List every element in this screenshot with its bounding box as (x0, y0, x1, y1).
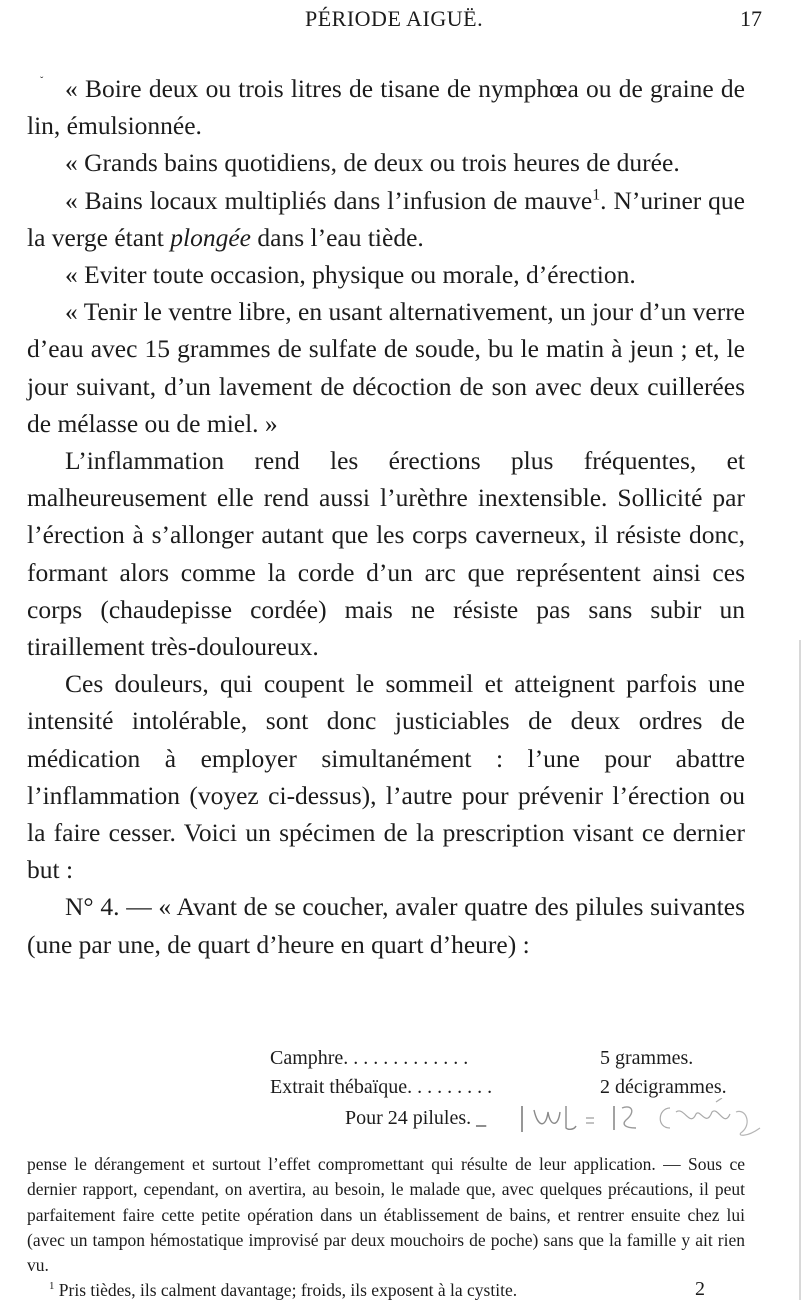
italic-plongee: plongée (170, 222, 251, 252)
main-text (27, 70, 745, 963)
bains-locaux-mid: . N’uriner que la verge étant (27, 185, 745, 252)
recipe-item-qty: 5 grammes. (600, 1047, 694, 1069)
paragraph-bains-locaux (27, 182, 745, 256)
recipe-total: Pour 24 pilules. _ (345, 1107, 487, 1129)
paragraph-prescription: N° 4. — « Avant de se coucher, avaler quatre des pilules suivantes (une par une, de quart d’heure en quart d’heure) : (27, 892, 745, 959)
paragraph-douleurs: Ces douleurs, qui coupent le sommeil et atteignent parfois une intensité intolérable, sont donc justiciables de deux ordres de médication à employer simultanément : l’une pour abattre l’inflammation (voyez ci-dessus), l’autre pour prévenir l’érection ou la faire cesser. Voici un spécimen de la prescription visant ce dernier but : (27, 669, 745, 885)
footnote-1-text: Pris tièdes, ils calment davantage; froids, ils exposent à la cystite. (54, 1280, 518, 1301)
footnote-continuation: pense le dérangement et surtout l’effet compromettant qui résulte de leur application. — Sous ce dernier rapport, cependant, on avertira, au besoin, le malade que, avec quelques précautions, il peut parfaitement faire cette petite opération dans un établissement de bains, et rentrer ensuite chez lui (avec un tampon hémostatique improvisé par deux mouchoirs de poche) sans que la famille y ait rien vu. (27, 1154, 745, 1276)
signature-mark: 2 (695, 1278, 705, 1300)
footnotes (27, 1152, 745, 1304)
recipe-row-camphre (270, 1044, 694, 1073)
paragraph-grands-bains: « Grands bains quotidiens, de deux ou trois heures de durée. (65, 148, 680, 178)
running-title: PÉRIODE AIGUË. (305, 6, 484, 31)
recipe-row-extrait (270, 1073, 727, 1102)
paragraph-ventre-libre: « Tenir le ventre libre, en usant alternativement, un jour d’un verre d’eau avec 15 grammes de sulfate de soude, bu le matin à jeun ; et, le jour suivant, d’un lavement de décoction de son avec deux cuillerées de mélasse ou de miel. » (27, 297, 745, 438)
recipe-item-qty: 2 décigrammes. (600, 1076, 727, 1098)
running-head (0, 6, 801, 36)
page-number: 17 (740, 6, 762, 31)
handwritten-annotation (520, 1098, 800, 1138)
footnote-1-marker: 1 (49, 1280, 55, 1293)
recipe-item-label: Camphre. . . . . . . . . . . . . (270, 1047, 469, 1069)
paragraph-eviter: « Eviter toute occasion, physique ou morale, d’érection. (65, 260, 636, 290)
paragraph-tisane: « Boire deux ou trois litres de tisane de nymphœa ou de graine de lin, émulsionnée. (27, 74, 745, 141)
margin-tick-mark: ˇ (40, 76, 44, 87)
recipe-item-label: Extrait thébaïque. . . . . . . . . (270, 1076, 493, 1098)
bains-locaux-after: dans l’eau tiède. (251, 222, 424, 252)
bains-locaux-text: « Bains locaux multipliés dans l’infusion de mauve (65, 185, 593, 215)
footnote-ref-1: 1 (592, 186, 601, 204)
paragraph-inflammation: L’inflammation rend les érections plus fréquentes, et malheureusement elle rend aussi l’urèthre inextensible. Sollicité par l’érection à s’allonger autant que les corps caverneux, il résiste donc, formant alors comme la corde d’un arc que représentent ainsi ces corps (chaudepisse cordée) mais ne résiste pas sans subir un tiraillement très-douloureux. (27, 446, 745, 662)
